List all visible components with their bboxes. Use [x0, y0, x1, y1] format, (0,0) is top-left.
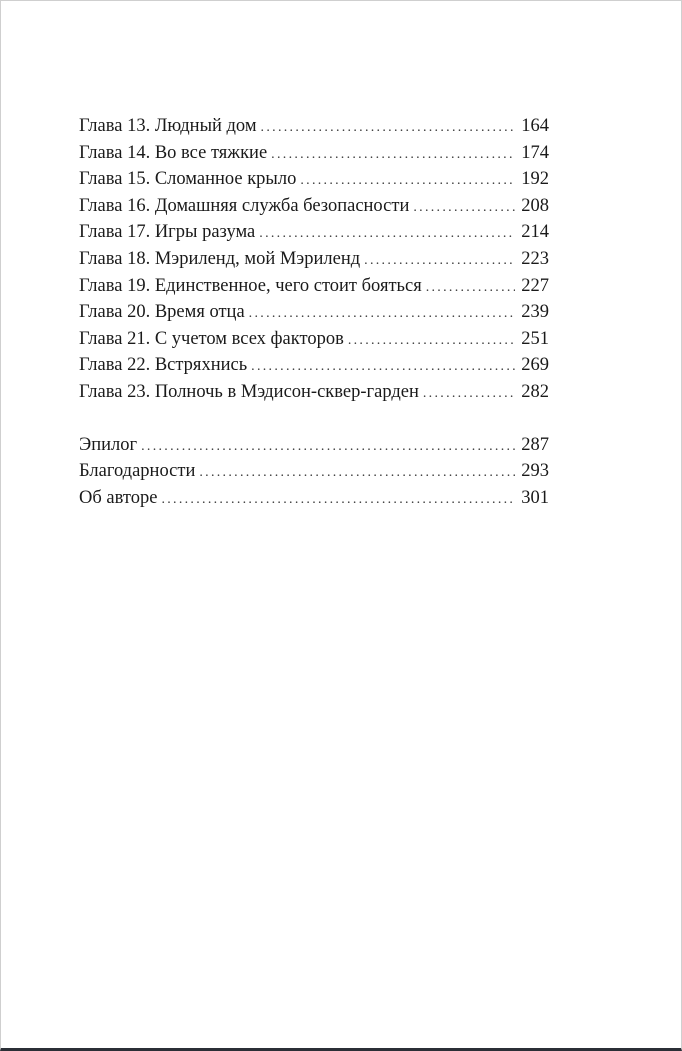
toc-leader-dots [161, 487, 515, 514]
toc-entry-page: 214 [521, 222, 549, 243]
toc-entry-title: Глава 23. Полночь в Мэдисон-сквер-гарден [79, 381, 419, 402]
toc-leader-dots [141, 434, 515, 461]
toc-entry-title: Глава 22. Встряхнись [79, 355, 248, 376]
toc-entry-chapter-21 [79, 326, 549, 353]
toc-entry-page: 164 [521, 116, 549, 136]
toc-entry-chapter-19 [79, 273, 549, 300]
toc-leader-dots [259, 221, 515, 248]
toc-chapters [79, 113, 549, 406]
toc-entry-page: 208 [521, 195, 549, 216]
toc-leader-dots [426, 275, 516, 302]
toc-entry-title: Глава 21. С учетом всех факторов [79, 328, 344, 349]
toc-entry-page: 239 [521, 302, 549, 323]
toc-leader-dots [261, 115, 516, 142]
toc-entry-page: 282 [521, 381, 549, 402]
table-of-contents [79, 113, 549, 511]
toc-leader-dots [413, 195, 515, 222]
toc-entry-page: 223 [521, 248, 549, 269]
toc-entry-title: Глава 16. Домашняя служба безопасности [79, 195, 410, 216]
toc-entry-page: 269 [521, 355, 549, 376]
toc-entry-page: 192 [521, 169, 549, 190]
toc-leader-dots [348, 328, 515, 355]
toc-entry-page: 174 [521, 142, 549, 163]
toc-entry-title: Глава 18. Мэриленд, мой Мэриленд [79, 248, 361, 269]
toc-entry-chapter-15 [79, 166, 549, 193]
toc-leader-dots [249, 301, 516, 328]
toc-entry-title: Глава 17. Игры разума [79, 222, 256, 243]
toc-entry-title: Глава 19. Единственное, чего стоит бояться [79, 275, 422, 296]
toc-entry-chapter-22 [79, 352, 549, 379]
toc-entry-chapter-18 [79, 246, 549, 273]
toc-leader-dots [271, 142, 515, 169]
toc-entry-chapter-13 [79, 113, 549, 140]
toc-entry-page: 301 [521, 487, 549, 508]
toc-entry-chapter-16 [79, 193, 549, 220]
toc-entry-chapter-20 [79, 299, 549, 326]
toc-entry-page: 287 [521, 434, 549, 455]
toc-entry-page: 251 [521, 328, 549, 349]
toc-entry-epilogue [79, 432, 549, 459]
toc-entry-title: Глава 13. Людный дом [79, 116, 257, 136]
toc-leader-dots [199, 460, 515, 487]
toc-entry-chapter-14 [79, 140, 549, 167]
toc-entry-chapter-23 [79, 379, 549, 406]
toc-entry-title: Об авторе [79, 487, 158, 508]
toc-entry-title: Глава 14. Во все тяжкие [79, 142, 268, 163]
toc-entry-title: Благодарности [79, 461, 196, 482]
toc-leader-dots [300, 168, 515, 195]
toc-entry-title: Эпилог [79, 434, 138, 455]
toc-entry-title: Глава 20. Время отца [79, 302, 245, 323]
toc-entry-chapter-17 [79, 219, 549, 246]
toc-leader-dots [423, 381, 515, 408]
toc-entry-about-author [79, 485, 549, 512]
toc-leader-dots [364, 248, 515, 275]
toc-leader-dots [251, 354, 515, 381]
toc-entry-page: 293 [521, 461, 549, 482]
toc-entry-title: Глава 15. Сломанное крыло [79, 169, 297, 190]
toc-entry-acknowledgements [79, 458, 549, 485]
toc-back-matter [79, 432, 549, 512]
toc-entry-page: 227 [521, 275, 549, 296]
